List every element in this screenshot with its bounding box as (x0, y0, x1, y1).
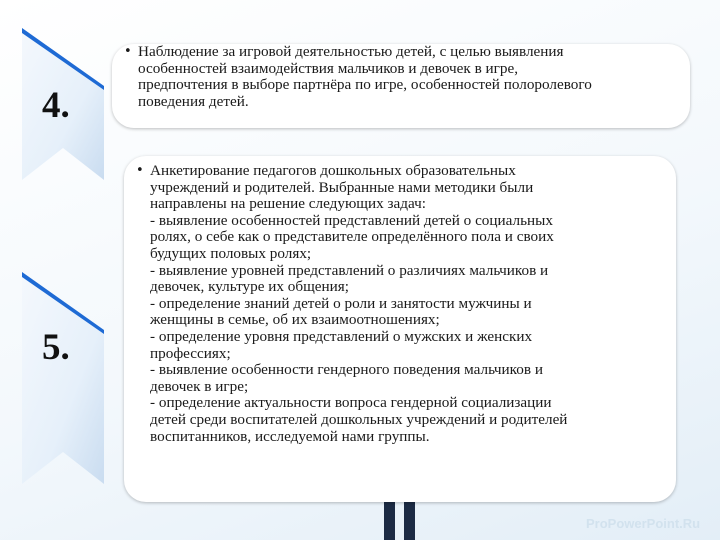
text-line: - определение актуальности вопроса гендерной социализации (150, 394, 552, 412)
step-5-chevron (22, 272, 104, 484)
bullet-dot-icon: • (136, 163, 144, 178)
text-line: - выявление уровней представлений о различиях мальчиков и (150, 261, 549, 279)
text-line: ролях, о себе как о представителе определённого пола и своих (150, 228, 554, 246)
text-line: женщины в семье, об их взаимоотношениях; (150, 311, 440, 329)
text-line: - определение уровня представлений о мужских и женских (150, 327, 533, 345)
step-number-5: 5. (42, 327, 70, 368)
text-line: учреждений и родителей. Выбранные нами методики были (150, 178, 534, 196)
text-line: - выявление особенностей представлений детей о социальных (150, 211, 553, 229)
text-line: - определение знаний детей о роли и занятости мужчины и (150, 294, 532, 312)
text-line: детей среди воспитателей дошкольных учреждений и родителей (150, 410, 568, 428)
survey-text (134, 163, 674, 445)
text-line: • Наблюдение за игровой деятельностью детей, с целью выявления (124, 43, 564, 60)
bullet-dot-icon: • (124, 44, 132, 59)
watermark-text: ProPowerPoint.Ru (586, 516, 701, 531)
text-line: девочек, культуре их общения; (150, 278, 350, 296)
step-number-4: 4. (42, 85, 70, 126)
text-line: • Анкетирование педагогов дошкольных образовательных (136, 162, 516, 179)
text-line: предпочтения в выборе партнёра по игре, особенностей полоролевого (138, 76, 592, 94)
text-line: поведения детей. (138, 92, 249, 110)
observation-text (122, 44, 688, 110)
text-line: девочек в игре; (150, 377, 249, 395)
text-line: особенностей взаимодействия мальчиков и девочек в игре, (138, 59, 519, 77)
text-line: направлены на решение следующих задач: (150, 195, 426, 213)
text-line: будущих половых ролях; (150, 244, 312, 262)
text-line: профессиях; (150, 344, 231, 362)
text-line: - выявление особенности гендерного поведения мальчиков и (150, 361, 543, 379)
text-line: воспитанников, исследуемой нами группы. (150, 427, 430, 445)
